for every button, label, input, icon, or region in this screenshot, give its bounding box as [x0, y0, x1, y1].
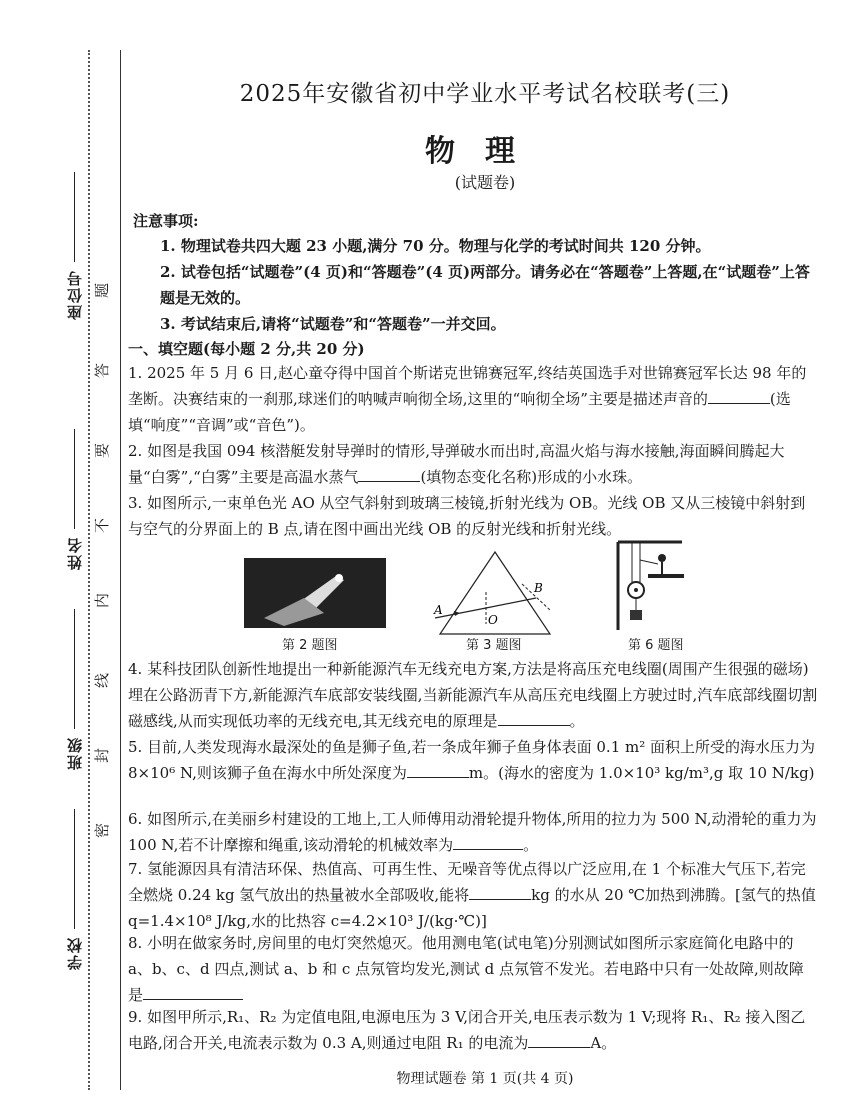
question-5: 5. 目前,人类发现海水最深处的鱼是狮子鱼,若一条成年狮子鱼身体表面 0.1 m² 面积上所受的海水压力为 8×10⁶ N,则该狮子鱼在海水中所处深度为 m。(海水的密度为 1.0×10³ kg/m³,g 取 10 N/kg) [128, 738, 816, 782]
answer-blank-5[interactable] [407, 761, 469, 778]
name-label: 姓名 [66, 536, 84, 570]
seal-char: 线 [93, 672, 112, 689]
seal-char: 不 [93, 517, 112, 534]
seal-char: 要 [93, 442, 112, 459]
answer-blank-6[interactable] [453, 833, 523, 850]
question-1: 1. 2025 年 5 月 6 日,赵心童夺得中国首个斯诺克世锦赛冠军,终结英国选手对世锦赛冠军长达 98 年的垄断。决赛结束的一刹那,球迷们的呐喊声响彻全场,这里的“响彻全场”主要是描述声音的 (选填“响度”“音调”或“音色”)。 [128, 364, 807, 434]
missile-launch-image [244, 558, 386, 628]
question-4: 4. 某科技团队创新性地提出一种新能源汽车无线充电方案,方法是将高压充电线圈(周围产生很强的磁场)埋在公路沥青下方,新能源汽车底部安装线圈,当新能源汽车从高压充电线圈上方驶过时,汽车底部线圈切割磁感线,从而实现低功率的无线充电,其无线充电的原理是 。 [128, 660, 818, 730]
answer-blank-1[interactable] [708, 387, 770, 404]
label-A: A [434, 603, 443, 617]
answer-blank-4[interactable] [498, 709, 570, 726]
question-3: 3. 如图所示,一束单色光 AO 从空气斜射到玻璃三棱镜,折射光线为 OB。光线 OB 又从三棱镜中斜射到与空气的分界面上的 B 点,请在图中画出光线 OB 的反射光线和折射光线。 [128, 494, 806, 538]
notice-item-1: 1. 物理试卷共四大题 23 小题,满分 70 分。物理与化学的考试时间共 120 分钟。 [160, 237, 711, 255]
exam-title: 2025年安徽省初中学业水平考试名校联考(三) [239, 81, 731, 107]
question-8: 8. 小明在做家务时,房间里的电灯突然熄灭。他用测电笔(试电笔)分别测试如图所示家庭简化电路中的 a、b、c、d 四点,测试 a、b 和 c 点氖管均发光,测试 d 点氖管不发光。若电路中只有一处故障,则故障是 [128, 934, 804, 1004]
seat-number-label: 座位号 [66, 269, 84, 320]
paper-type: (试题卷) [454, 173, 516, 192]
question-7: 7. 氢能源因具有清洁环保、热值高、可再生性、无噪音等优点得以广泛应用,在 1 个标准大气压下,若完全燃烧 0.24 kg 氢气放出的热量被水全部吸收,能将 kg 的水从 20 ℃加热到沸腾。[氢气的热值 q=1.4×10⁸ J/kg,水的比热容 c=4.2×10³ J/(kg·℃)] [128, 860, 816, 930]
seal-char: 密 [93, 822, 112, 839]
figure-3-caption: 第 3 题图 [466, 638, 522, 653]
name-field[interactable] [64, 420, 85, 570]
seal-char: 内 [93, 592, 112, 609]
seal-char: 封 [93, 747, 112, 764]
figure-3-prism [430, 548, 560, 638]
seal-char: 题 [93, 282, 112, 299]
label-O: O [488, 613, 498, 627]
figure-6-pulley [612, 540, 692, 632]
label-B: B [534, 581, 543, 595]
class-field[interactable] [64, 600, 85, 770]
subject-title: 物理 [425, 134, 545, 169]
page-footer: 物理试题卷 第 1 页(共 4 页) [396, 1071, 574, 1087]
question-2: 2. 如图是我国 094 核潜艇发射导弹时的情形,导弹破水而出时,高温火焰与海水接触,海面瞬间腾起大量“白雾”,“白雾”主要是高温水蒸气 (填物态变化名称)形成的小水珠。 [128, 442, 785, 486]
school-field[interactable] [64, 800, 85, 970]
seat-number-field[interactable] [64, 160, 85, 320]
answer-blank-9[interactable] [528, 1031, 590, 1048]
figure-6-caption: 第 6 题图 [628, 638, 684, 653]
section-heading: 一、填空题(每小题 2 分,共 20 分) [128, 340, 365, 358]
class-label: 班级 [66, 736, 84, 770]
question-6: 6. 如图所示,在美丽乡村建设的工地上,工人师傅用动滑轮提升物体,所用的拉力为 500 N,动滑轮的重力为 100 N,若不计摩擦和绳重,该动滑轮的机械效率为 。 [128, 810, 817, 854]
notice-item-3: 3. 考试结束后,请将“试题卷”和“答题卷”一并交回。 [160, 315, 506, 333]
seal-dotted-line [88, 50, 90, 1090]
answer-blank-8[interactable] [143, 983, 243, 1000]
notice-item-2: 2. 试卷包括“试题卷”(4 页)和“答题卷”(4 页)两部分。请务必在“答题卷”上答题,在“试题卷”上答题是无效的。 [160, 263, 810, 307]
seal-char: 答 [93, 362, 112, 379]
margin-rule [120, 50, 121, 1090]
notice-heading: 注意事项: [133, 212, 199, 230]
answer-blank-2[interactable] [358, 465, 420, 482]
figure-2-photo [244, 558, 386, 628]
figure-2-caption: 第 2 题图 [282, 638, 338, 653]
answer-blank-7[interactable] [469, 883, 531, 900]
school-label: 学校 [66, 936, 84, 970]
question-9: 9. 如图甲所示,R₁、R₂ 为定值电阻,电源电压为 3 V,闭合开关,电压表示数为 1 V;现将 R₁、R₂ 接入图乙电路,闭合开关,电流表示数为 0.3 A,则通过电阻 R₁ 的电流为 A。 [128, 1008, 806, 1052]
